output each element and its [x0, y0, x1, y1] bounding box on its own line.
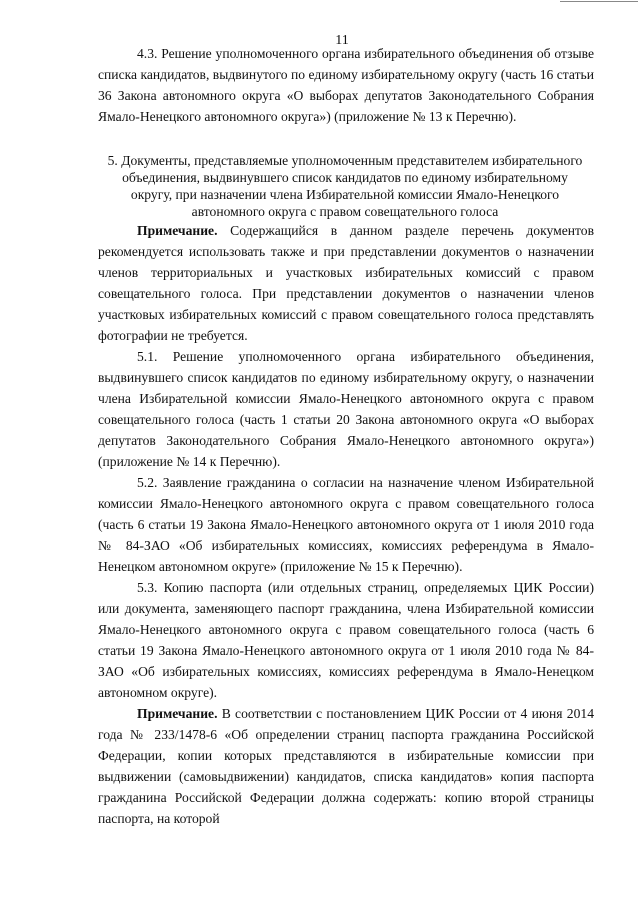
note-1-label: Примечание. [137, 223, 218, 238]
item-4-3-block [98, 43, 594, 127]
top-edge-rule [560, 1, 638, 2]
item-5-3-paragraph: 5.3. Копию паспорта (или отдельных страниц, определяемых ЦИК России) или документа, заменяющего паспорт гражданина, члена Избирательной комиссии Ямало-Ненецкого автономного округа с правом совещательного голоса (часть 6 статьи 19 Закона Ямало-Ненецкого автономного округа от 1 июля 2010 года № 84-ЗАО «Об избирательных комиссиях, комиссиях референдума в Ямало-Ненецком автономном округе). [98, 580, 594, 700]
item-5-1-paragraph: 5.1. Решение уполномоченного органа избирательного объединения, выдвинувшего список кандидатов по единому избирательному округу, о назначении члена Избирательной комиссии Ямало-Ненецкого автономного округа с правом совещательного голоса (часть 1 статьи 20 Закона автономного округа «О выборах депутатов Законодательного Собрания Ямало-Ненецкого автономного округа») (приложение № 14 к Перечню). [98, 349, 594, 469]
item-5-2-paragraph: 5.2. Заявление гражданина о согласии на назначение членом Избирательной комиссии Ямало-Ненецкого автономного округа с правом совещательного голоса (часть 6 статьи 19 Закона Ямало-Ненецкого автономного округа от 1 июля 2010 года № 84-ЗАО «Об избирательных комиссиях, комиссиях референдума в Ямало-Ненецком автономном округе» (приложение № 15 к Перечню). [98, 475, 594, 574]
page-number: 11 [335, 33, 349, 48]
note-2-text: В соответствии с постановлением ЦИК России от 4 июня 2014 года № 233/1478-6 «Об определении страниц паспорта гражданина Российской Федерации, копии которых представляются в избирательные комиссии при выдвижении (самовыдвижении) кандидатов, списка кандидатов» копия паспорта гражданина Российской Федерации должна содержать: копию второй страницы паспорта, на которой [98, 706, 594, 826]
item-4-3-paragraph: 4.3. Решение уполномоченного органа избирательного объединения об отзыве списка кандидатов, выдвинутого по единому избирательному округу (часть 16 статьи 36 Закона автономного округа «О выборах депутатов Законодательного Собрания Ямало-Ненецкого автономного округа») (приложение № 13 к Перечню). [98, 46, 594, 124]
note-2-label: Примечание. [137, 706, 218, 721]
section-5-heading: 5. Документы, представляемые уполномоченным представителем избирательного объединения, выдвинувшего список кандидатов по единому избирательному округу, при назначении члена Избирательной комиссии Ямало-Ненецкого автономного округа с правом совещательного голоса [107, 153, 583, 219]
note-1-text: Содержащийся в данном разделе перечень документов рекомендуется использовать также и при представлении документов о назначении членов территориальных и участковых избирательных комиссий с правом совещательного голоса. При представлении документов о назначении членов участковых избирательных комиссий с правом совещательного голоса представлять фотографии не требуется. [98, 223, 594, 343]
note-2-paragraph [98, 703, 594, 829]
note-1-paragraph [98, 220, 594, 346]
section-5-body [98, 220, 594, 829]
